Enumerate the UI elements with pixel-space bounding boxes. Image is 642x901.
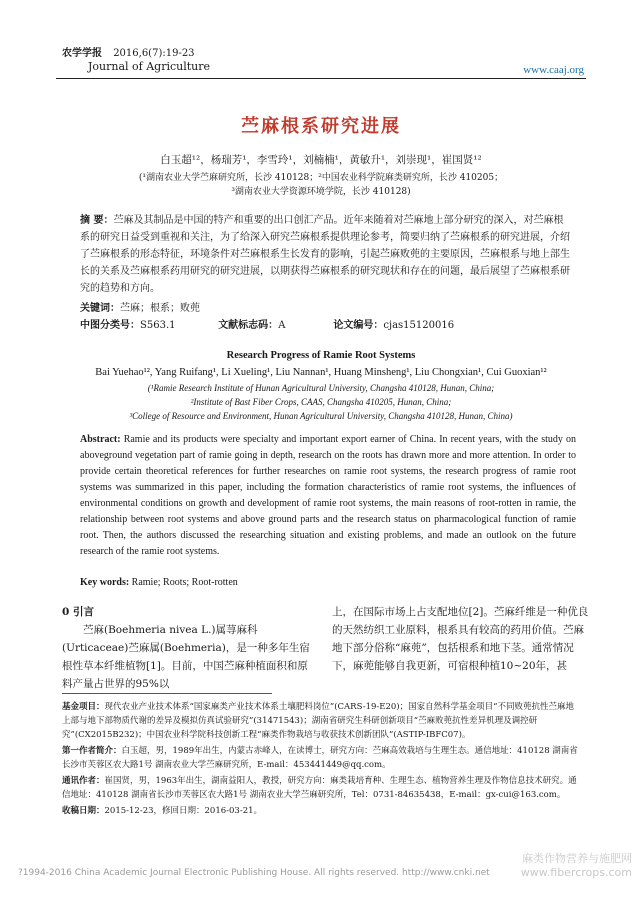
paper-title-en: Research Progress of Ramie Root Systems (226, 350, 416, 361)
keywords-en (80, 577, 238, 588)
classification-row (80, 316, 570, 331)
abstract-cn (80, 212, 570, 297)
clc-label: 中图分类号： (80, 320, 140, 331)
keywords-cn-text: 苎麻；根系；败蔸 (120, 303, 200, 314)
keywords-en-label: Key words: (80, 577, 130, 588)
authors-cn: 白玉超¹²，杨瑞芳¹，李雪玲¹，刘楠楠¹，黄敏升¹，刘崇现¹，崔国贤¹² (160, 154, 482, 166)
affiliation-cn-1: (¹湖南农业大学苎麻研究所，长沙 410128；²中国农业科学院麻类研究所，长沙 410205； (138, 173, 504, 183)
keywords-cn (80, 299, 200, 314)
clc-value: S563.1 (140, 320, 176, 331)
issue-info: 2016,6(7):19-23 (113, 48, 195, 59)
footnote-funding: 基金项目：现代农业产业技术体系“国家麻类产业技术体系土壤肥料岗位”(CARS-19-E20)；国家自然科学基金项目“不同败蔸抗性苎麻地上部与地下部物质代谢的差异及模拟仿真试验研究”(31471543)；湖南省研究生科研创新项目“苎麻败蔸抗性差异机理及调控研究”(CX2015B232)；中国农业科学院科技创新工程“麻类作物栽培与收获技术创新团队”(ASTIP-IBFC07)。 (62, 702, 574, 740)
header-divider (56, 78, 586, 79)
watermark-line-1: 麻类作物营养与施肥网 (522, 852, 632, 865)
body-column-right (332, 603, 590, 675)
footnote-dates: 收稿日期：2015-12-23，修回日期：2016-03-21。 (62, 806, 263, 816)
paper-title-cn: 苎麻根系研究进展 (241, 116, 401, 137)
paper-no-value: cjas15120016 (383, 320, 455, 331)
body-column-left (62, 603, 312, 693)
watermark-line-2: www.fibercrops.com (520, 866, 632, 879)
section-heading: 0 引言 (62, 606, 94, 618)
abstract-en-label: Abstract: (80, 434, 121, 445)
doc-code-label: 文献标志码： (218, 320, 279, 331)
watermark (521, 852, 632, 880)
body-text-right: 上，在国际市场上占支配地位[2]。苎麻纤维是一种优良的天然纺织工业原料，根系具有较高的药用价值。苎麻地下部分俗称“麻蔸”，包括根系和地下茎。通常情况下，麻蔸能够自我更新，可宿根种植10~20年，甚 (332, 606, 589, 672)
abstract-cn-label: 摘 要： (80, 215, 114, 226)
footnote-divider (62, 693, 272, 694)
journal-header (62, 44, 195, 59)
affiliation-en-1: (¹Ramie Research Institute of Hunan Agricultural University, Changsha 410128, Hunan, China; (147, 383, 495, 393)
copyright-footer: ?1994-2016 China Academic Journal Electronic Publishing House. All rights reserved. http://www.cnki.net (18, 868, 490, 878)
affiliation-en-2: ²Institute of Bast Fiber Crops, CAAS, Changsha 410205, Hunan, China; (190, 397, 452, 407)
footnotes (62, 700, 582, 820)
journal-name-cn: 农学学报 (62, 48, 102, 59)
abstract-cn-text: 苎麻及其制品是中国的特产和重要的出口创汇产品。近年来随着对苎麻地上部分研究的深入，对苎麻根系的研究日益受到重视和关注，为了给深入研究苎麻根系提供理论参考，简要归纳了苎麻根系的研究进展，介绍了苎麻根系的形态特征，环境条件对苎麻根系生长发育的影响，引起苎麻败蔸的主要原因，苎麻根系与地上部生长的关系及苎麻根系药用研究的研究进展，以期获得苎麻根系的研究现状和存在的问题，最后展望了苎麻根系研究的趋势和方向。 (80, 215, 570, 294)
authors-en: Bai Yuehao¹², Yang Ruifang¹, Li Xueling¹, Liu Nannan¹, Huang Minsheng¹, Liu Chongxian¹, Cui Guoxian¹² (95, 367, 547, 378)
abstract-en (80, 432, 576, 560)
doc-code-value: A (278, 320, 286, 331)
journal-name-en: Journal of Agriculture (88, 60, 211, 73)
keywords-en-text: Ramie; Roots; Root-rotten (131, 577, 238, 588)
footnote-corresponding: 通讯作者：崔国贤，男，1963年出生，湖南益阳人，教授，研究方向：麻类栽培育种、生理生态、植物营养生理及作物信息技术研究。通信地址：410128 湖南省长沙市芙蓉区农大路1号 湖南农业大学苎麻研究所，Tel：0731-84635438，E-mail：gx-cui@163.com。 (62, 776, 577, 800)
footnote-first-author: 第一作者简介：白玉超，男，1989年出生，内蒙古赤峰人，在读博士，研究方向：苎麻高效栽培与生理生态。通信地址：410128 湖南省长沙市芙蓉区农大路1号 湖南农业大学苎麻研究所，E-mail：453441449@qq.com。 (62, 746, 578, 770)
journal-url-link[interactable]: www.caaj.org (523, 64, 584, 76)
keywords-cn-label: 关键词： (80, 303, 120, 314)
body-text-left: 苎麻(Boehmeria nivea L.)属荨麻科(Urticaceae)苎麻属(Boehmeria)，是一种多年生宿根性草本纤维植物[1]。目前，中国苎麻种植面积和原料产量占世界的95%以 (62, 624, 310, 690)
paper-no-label: 论文编号： (333, 320, 384, 331)
affiliation-en-3: ³College of Resource and Environment, Hunan Agricultural University, Changsha 410128, Hunan, China) (129, 411, 513, 421)
affiliation-cn-2: ³湖南农业大学资源环境学院，长沙 410128) (231, 187, 411, 197)
abstract-en-text: Ramie and its products were specialty and important export earner of China. In recent years, with the study on aboveground vegetation part of ramie going in depth, research on the roots has drawn more and more attention. In order to provide certain theoretical references for further researches on ramie root systems, the research progress of ramie root systems was summarized in this paper, including the formation characteristics of ramie root systems, the influences of environmental conditions on growth and development of ramie root systems, the main reasons of root-rotten in ramie, the relationship between root systems and above ground parts and the research status on pharmacological function of ramie root. Then, the authors discussed the researching situation and existing problems, and made an outlook on the future research of the ramie root systems. (80, 434, 577, 557)
